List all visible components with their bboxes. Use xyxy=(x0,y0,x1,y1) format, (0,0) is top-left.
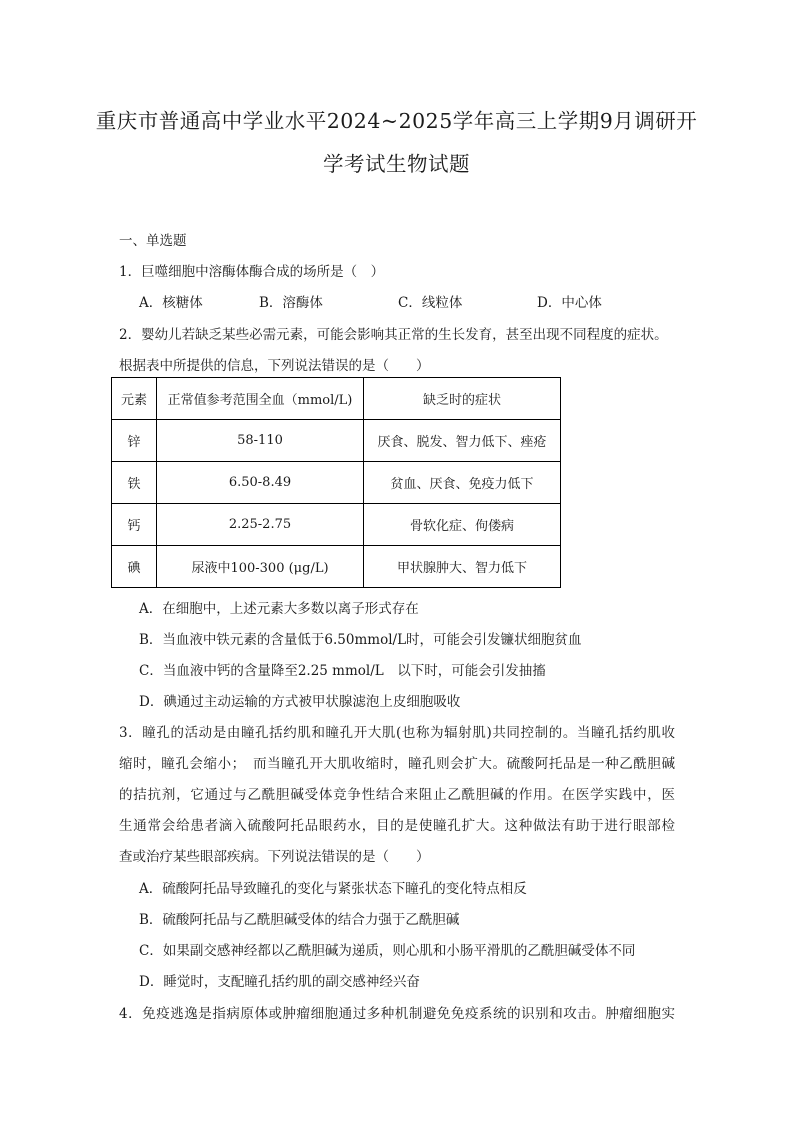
q2-stem-line2: 根据表中所提供的信息，下列说法错误的是（ ） xyxy=(119,358,430,374)
q2-option-b: B．当血液中铁元素的含量低于6.50mmol/L时，可能会引发镰状细胞贫血 xyxy=(139,632,582,648)
table-row xyxy=(112,420,561,462)
q3-option-b: B．硫酸阿托品与乙酰胆碱受体的结合力强于乙酰胆碱 xyxy=(139,912,460,928)
q1-option-a: A．核糖体 xyxy=(139,295,203,311)
q1-option-c: C．线粒体 xyxy=(398,295,463,311)
q2-stem-line1: 2．婴幼儿若缺乏某些必需元素，可能会影响其正常的生长发育，甚至出现不同程度的症状。 xyxy=(119,327,668,343)
table-row xyxy=(112,462,561,504)
element-table xyxy=(111,377,561,588)
table-cell: 碘 xyxy=(112,546,157,588)
table-cell: 2.25-2.75 xyxy=(157,504,364,546)
q1-option-b: B．溶酶体 xyxy=(259,295,323,311)
table-row xyxy=(112,504,561,546)
table-cell: 6.50-8.49 xyxy=(157,462,364,504)
q1-stem: 1．巨噬细胞中溶酶体酶合成的场所是（ ） xyxy=(119,264,385,280)
q4-stem-line1: 4．免疫逃逸是指病原体或肿瘤细胞通过多种机制避免免疫系统的识别和攻击。肿瘤细胞实 xyxy=(119,1006,675,1022)
table-cell: 尿液中100-300 (μg/L) xyxy=(157,546,364,588)
table-cell: 铁 xyxy=(112,462,157,504)
q1-option-d: D．中心体 xyxy=(537,295,602,311)
table-header-symptoms: 缺乏时的症状 xyxy=(364,378,561,420)
table-header-range: 正常值参考范围全血（mmol/L) xyxy=(157,378,364,420)
q3-stem-line3: 的拮抗剂，它通过与乙酰胆碱受体竞争性结合来阻止乙酰胆碱的作用。在医学实践中，医 xyxy=(119,787,675,803)
table-cell: 贫血、厌食、免疫力低下 xyxy=(364,462,561,504)
q2-option-d: D．碘通过主动运输的方式被甲状腺滤泡上皮细胞吸收 xyxy=(139,694,461,710)
table-cell: 厌食、脱发、智力低下、痤疮 xyxy=(364,420,561,462)
q3-stem-line2: 缩时，瞳孔会缩小； 而当瞳孔开大肌收缩时，瞳孔则会扩大。硫酸阿托品是一种乙酰胆碱 xyxy=(119,756,675,772)
table-header-element: 元素 xyxy=(112,378,157,420)
q3-stem-line4: 生通常会给患者滴入硫酸阿托品眼药水，目的是使瞳孔扩大。这种做法有助于进行眼部检 xyxy=(119,818,675,834)
table-cell: 骨软化症、佝偻病 xyxy=(364,504,561,546)
q3-option-a: A．硫酸阿托品导致瞳孔的变化与紧张状态下瞳孔的变化特点相反 xyxy=(139,881,527,897)
q2-option-a: A．在细胞中，上述元素大多数以离子形式存在 xyxy=(139,601,419,617)
q3-option-c: C．如果副交感神经都以乙酰胆碱为递质，则心肌和小肠平滑肌的乙酰胆碱受体不同 xyxy=(139,943,636,959)
q3-stem-line1: 3．瞳孔的活动是由瞳孔括约肌和瞳孔开大肌(也称为辐射肌)共同控制的。当瞳孔括约肌收 xyxy=(119,725,675,741)
exam-title-line1: 重庆市普通高中学业水平2024~2025学年高三上学期9月调研开 xyxy=(95,109,698,133)
table-header-row xyxy=(112,378,561,420)
table-cell: 甲状腺肿大、智力低下 xyxy=(364,546,561,588)
section-heading: 一、单选题 xyxy=(119,233,187,249)
q3-option-d: D．睡觉时，支配瞳孔括约肌的副交感神经兴奋 xyxy=(139,974,420,990)
q3-stem-line5: 查或治疗某些眼部疾病。下列说法错误的是（ ） xyxy=(119,849,430,865)
q2-option-c: C．当血液中钙的含量降至2.25 mmol/L 以下时，可能会引发抽搐 xyxy=(139,663,546,679)
table-row xyxy=(112,546,561,588)
table-cell: 锌 xyxy=(112,420,157,462)
exam-title-line2: 学考试生物试题 xyxy=(323,152,470,176)
table-cell: 58-110 xyxy=(157,420,364,462)
table-cell: 钙 xyxy=(112,504,157,546)
